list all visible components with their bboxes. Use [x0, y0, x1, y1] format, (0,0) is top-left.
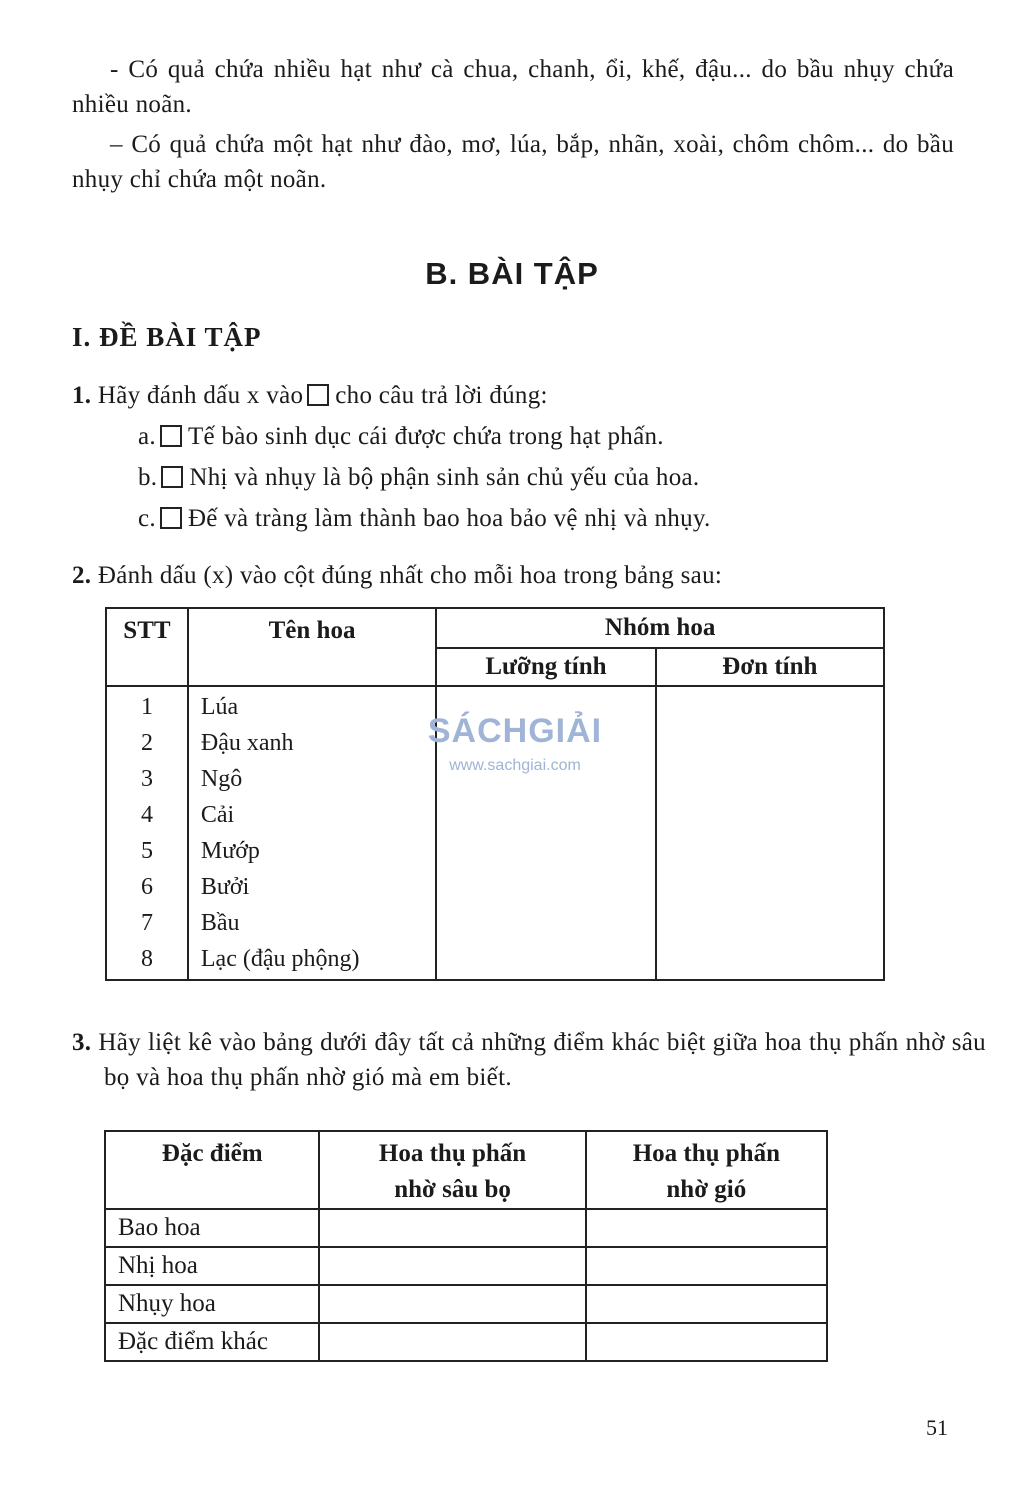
option-text: Tế bào sinh dục cái được chứa trong hạt phấn. [187, 423, 664, 450]
header-wind-pollinated [586, 1131, 827, 1209]
table-cell-flower: Lạc (đậu phộng) [200, 946, 360, 972]
table-cell-flower: Cải [200, 802, 235, 828]
checkbox-icon [307, 384, 329, 406]
question-3-prompt [72, 1025, 986, 1095]
table-cell-flower: Bưởi [200, 874, 250, 900]
intro-paragraph-1: - Có quả chứa nhiều hạt như cà chua, chanh, ổi, khế, đậu... do bầu nhụy chứa nhiều noãn. [72, 56, 954, 118]
table-cell-stt: 5 [140, 838, 153, 864]
header-line: Hoa thụ phấn [378, 1140, 527, 1167]
table-row [105, 1323, 827, 1361]
table-cell-stt: 4 [140, 802, 153, 828]
option-text: Nhị và nhụy là bộ phận sinh sản chủ yếu của hoa. [189, 464, 700, 491]
table-row [105, 1247, 827, 1285]
row-label: Nhụy hoa [105, 1285, 319, 1323]
unisexual-answer-cell[interactable] [656, 686, 884, 980]
header-feature: Đặc điểm [105, 1131, 319, 1209]
row-label: Bao hoa [105, 1209, 319, 1247]
answer-checkbox[interactable] [160, 507, 182, 529]
flower-group-table [105, 607, 885, 981]
section-title: B. BÀI TẬP [425, 256, 599, 291]
stt-column [106, 686, 188, 980]
header-line: nhờ gió [666, 1176, 747, 1203]
table-row [105, 1209, 827, 1247]
table-cell-stt: 2 [140, 730, 153, 756]
table-cell-flower: Ngô [200, 766, 243, 792]
option-c [138, 501, 711, 536]
header-flower-name: Tên hoa [188, 608, 436, 686]
table-cell-flower: Lúa [200, 694, 239, 720]
question-number: 2. [72, 562, 92, 589]
table-cell-stt: 8 [140, 946, 153, 972]
page-number: 51 [926, 1415, 948, 1440]
question-text: cho câu trả lời đúng: [335, 382, 548, 409]
table-row [105, 1285, 827, 1323]
answer-cell[interactable] [586, 1323, 827, 1361]
question-2-prompt [72, 558, 722, 593]
table-cell-flower: Đậu xanh [200, 730, 294, 756]
row-label: Nhị hoa [105, 1247, 319, 1285]
answer-cell[interactable] [319, 1323, 585, 1361]
option-letter: c. [138, 505, 156, 532]
question-number: 3. [72, 1029, 92, 1056]
table-cell-stt: 6 [140, 874, 153, 900]
question-number: 1. [72, 382, 92, 409]
table-cell-stt: 7 [140, 910, 153, 936]
option-a [138, 419, 664, 454]
header-insect-pollinated [319, 1131, 585, 1209]
answer-checkbox[interactable] [161, 466, 183, 488]
answer-cell[interactable] [319, 1247, 585, 1285]
watermark-url: www.sachgiai.com [449, 757, 581, 774]
watermark-logo [410, 712, 620, 775]
row-label: Đặc điểm khác [105, 1323, 319, 1361]
question-1-prompt [72, 378, 548, 413]
header-line: nhờ sâu bọ [394, 1176, 511, 1203]
answer-cell[interactable] [586, 1209, 827, 1247]
answer-cell[interactable] [319, 1209, 585, 1247]
option-letter: a. [138, 423, 156, 450]
intro-paragraph-2: – Có quả chứa một hạt như đào, mơ, lúa, bắp, nhãn, xoài, chôm chôm... do bầu nhụy chỉ chứa một noãn. [72, 131, 954, 193]
answer-cell[interactable] [586, 1285, 827, 1323]
table-cell-stt: 1 [140, 694, 153, 720]
watermark-text: SÁCHGIẢI [427, 712, 603, 750]
option-b [138, 460, 699, 495]
header-unisexual: Đơn tính [656, 648, 884, 686]
header-stt: STT [106, 608, 188, 686]
question-text: Hãy đánh dấu x vào [97, 382, 304, 409]
table-cell-flower: Mướp [200, 838, 260, 864]
answer-checkbox[interactable] [160, 425, 182, 447]
answer-cell[interactable] [319, 1285, 585, 1323]
header-bisexual: Lưỡng tính [436, 648, 655, 686]
subsection-title: I. ĐỀ BÀI TẬP [72, 322, 262, 352]
header-line: Hoa thụ phấn [632, 1140, 780, 1167]
option-text: Đế và tràng làm thành bao hoa bảo vệ nhị và nhụy. [187, 505, 711, 532]
option-letter: b. [138, 464, 158, 491]
name-column [188, 686, 436, 980]
table-cell-stt: 3 [140, 766, 153, 792]
question-text: Đánh dấu (x) vào cột đúng nhất cho mỗi hoa trong bảng sau: [97, 562, 723, 589]
question-text: Hãy liệt kê vào bảng dưới đây tất cả những điểm khác biệt giữa hoa thụ phấn nhờ sâu bọ và hoa thụ phấn nhờ gió mà em biết. [98, 1029, 986, 1091]
answer-cell[interactable] [586, 1247, 827, 1285]
header-flower-group: Nhóm hoa [436, 608, 884, 648]
table-cell-flower: Bầu [200, 910, 240, 936]
pollination-table [104, 1130, 828, 1362]
